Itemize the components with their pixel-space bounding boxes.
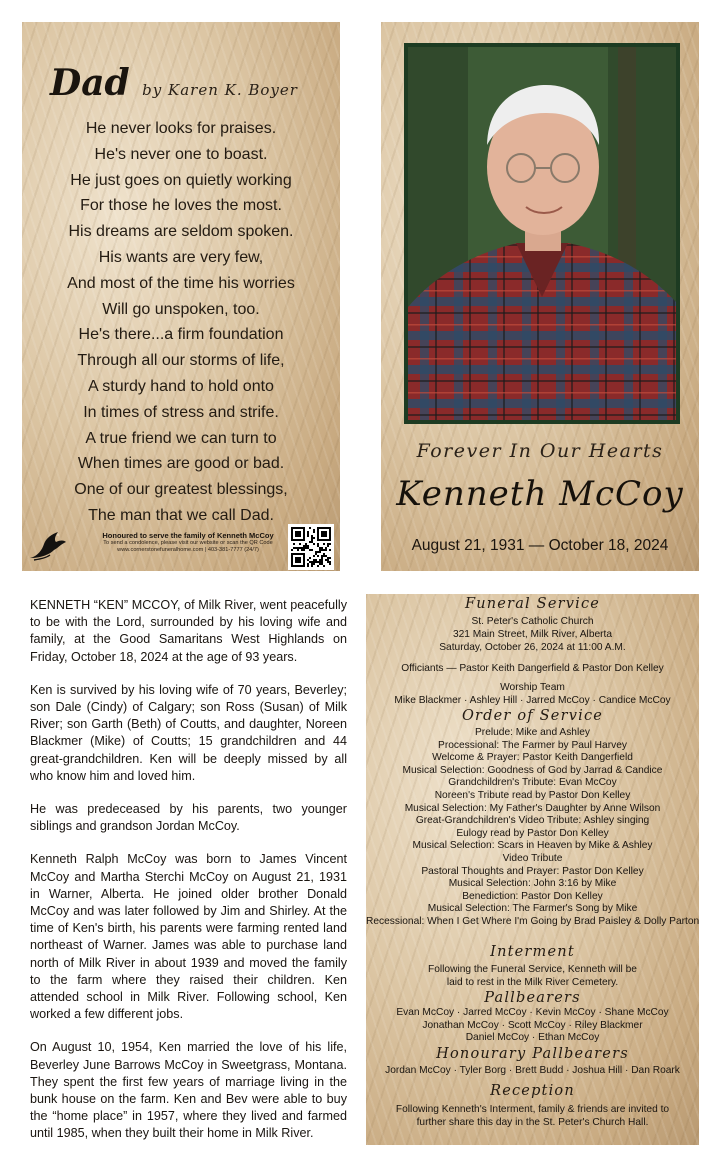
poem-heading (50, 62, 330, 104)
poem-line: His dreams are seldom spoken. (68, 223, 294, 241)
obituary-paragraph: KENNETH “KEN” MCCOY, of Milk River, went peacefully to be with the Lord, surrounded by his loving wife and family, at the Good Samaritans West Highlands on Friday, October 18, 2024 at the age of 93 years. (30, 598, 347, 664)
poem-line: A sturdy hand to hold onto (88, 377, 274, 395)
funeral-service-heading: Funeral Service (464, 596, 601, 612)
worship-team: Mike Blackmer · Ashley Hill · Jarred McCoy · Candice McCoy (394, 695, 671, 706)
service-datetime: Saturday, October 26, 2024 at 11:00 A.M. (439, 642, 626, 653)
reception-line: further share this day in the St. Peter's Church Hall. (416, 1116, 649, 1128)
poem-line: His wants are very few, (98, 248, 264, 266)
obituary-paragraph: He was predeceased by his parents, two younger siblings and grandson Jordan McCoy. (30, 802, 347, 834)
order-item: Recessional: When I Get Where I'm Going by Brad Paisley & Dolly Parton (366, 915, 699, 927)
church-name: St. Peter's Catholic Church (471, 616, 594, 627)
poem-line: He's never one to boast. (94, 145, 268, 163)
memorial-card (381, 22, 699, 571)
order-item: Video Tribute (502, 852, 563, 864)
poem-line: He just goes on quietly working (70, 171, 292, 189)
pallbearers-line: Jonathan McCoy · Scott McCoy · Riley Blackmer (422, 1019, 643, 1031)
poem-title: Dad (50, 62, 130, 104)
interment-text (366, 964, 699, 989)
pallbearers-line: Daniel McCoy · Ethan McCoy (465, 1032, 600, 1044)
interment-line: Following the Funeral Service, Kenneth will be (428, 964, 637, 975)
poem-line: For those he loves the most. (80, 197, 282, 215)
interment-line: laid to rest in the Milk River Cemetery. (446, 976, 619, 988)
order-of-service (366, 727, 699, 929)
poem-line: Will go unspoken, too. (102, 300, 260, 318)
order-item: Noreen's Tribute read by Pastor Don Kelley (434, 789, 631, 801)
poem-line: One of our greatest blessings, (74, 481, 288, 499)
poem-line: In times of stress and strife. (83, 403, 279, 421)
poem-author: by Karen K. Boyer (142, 81, 298, 99)
order-item: Welcome & Prayer: Pastor Keith Dangerfield (432, 752, 633, 764)
reception-text (366, 1104, 699, 1129)
poem-line: He never looks for praises. (85, 120, 277, 137)
poem-line: The man that we call Dad. (88, 506, 274, 524)
order-item: Musical Selection: The Farmer's Song by Mike (427, 903, 638, 915)
order-item: Pastoral Thoughts and Prayer: Pastor Don Kelley (421, 865, 644, 877)
condolence-line: To send a condolence, please visit our website or scan the QR Code (103, 540, 273, 547)
honorary-pallbearers-heading: Honourary Pallbearers (436, 1046, 629, 1062)
dove-icon (28, 528, 68, 564)
order-item: Musical Selection: My Father's Daughter by Anne Wilson (404, 802, 661, 814)
worship-team-heading: Worship Team (500, 682, 565, 693)
poem-line: A true friend we can turn to (85, 429, 277, 447)
pallbearers-list (366, 1007, 699, 1045)
poem-line: When times are good or bad. (77, 455, 285, 473)
photo-frame (404, 43, 680, 424)
deceased-name: Kenneth McCoy (396, 474, 684, 514)
honour-line: Honoured to serve the family of Kenneth McCoy (102, 531, 274, 540)
qr-code-icon[interactable] (288, 524, 334, 570)
order-item: Musical Selection: John 3:16 by Mike (448, 878, 617, 890)
honour-text (70, 531, 306, 554)
order-item: Eulogy read by Pastor Don Kelley (456, 827, 609, 839)
funeral-home-footer (22, 522, 340, 571)
order-item: Benediction: Pastor Don Kelley (462, 890, 603, 902)
poem-lines (22, 116, 340, 529)
pallbearers-heading: Pallbearers (484, 990, 581, 1006)
obituary-paragraph: Kenneth Ralph McCoy was born to James Vincent McCoy and Martha Sterchi McCoy on August 21, 1931 in Warner, Alberta. He joined older brother Donald McCoy and was later followed by Jim and Shirley. At the time of Ken's birth, his parents were farming rented land northeast of Warner. James was able to purchase land north of Milk River in about 1939 and moved the family to the farm where they raised their children. Ken attended school in Milk River. Following school, Ken worked a few different jobs. (30, 852, 347, 1022)
pallbearers-line: Evan McCoy · Jarred McCoy · Kevin McCoy · Shane McCoy (396, 1007, 669, 1018)
poem-line: Through all our storms of life, (77, 352, 285, 370)
order-item: Grandchildren's Tribute: Evan McCoy (448, 777, 617, 789)
poem-card (22, 22, 340, 571)
contact-line[interactable]: www.cornerstonefuneralhome.com | 403-381-7777 (24/7) (117, 547, 259, 554)
honorary-pallbearers: Jordan McCoy · Tyler Borg · Brett Budd · Joshua Hill · Dan Roark (385, 1065, 680, 1076)
obituary-column (22, 594, 355, 1145)
order-item: Prelude: Mike and Ashley (475, 727, 590, 738)
memorial-tagline: Forever In Our Hearts (416, 440, 664, 462)
reception-heading: Reception (490, 1083, 575, 1099)
portrait-photo (408, 47, 676, 420)
order-item: Musical Selection: Goodness of God by Jarrad & Candice (402, 764, 663, 776)
obituary-paragraph: Ken is survived by his loving wife of 70 years, Beverley; son Dale (Cindy) of Calgary; son Ross (Susan) of Milk River; son Garth (Beth) of Coutts, and daughter, Noreen Blackmer (Mike) of Coutts; 15 grandchildren and 44 great-grandchildren. Ken will be deeply missed by all who know him and loved him. (30, 682, 347, 783)
obituary-text (22, 597, 355, 1143)
order-of-service-heading: Order of Service (461, 708, 604, 724)
poem-line: And most of the time his worries (67, 274, 295, 292)
church-address: 321 Main Street, Milk River, Alberta (452, 629, 613, 640)
interment-heading: Interment (490, 944, 575, 960)
order-item: Processional: The Farmer by Paul Harvey (438, 739, 627, 751)
order-item: Musical Selection: Scars in Heaven by Mike & Ashley (412, 840, 653, 852)
officiants: Officiants — Pastor Keith Dangerfield & Pastor Don Kelley (401, 663, 664, 674)
reception-line: Following Kenneth's Interment, family & friends are invited to (395, 1104, 670, 1115)
obituary-paragraph: On August 10, 1954, Ken married the love of his life, Beverley June Barrows McCoy in Sweetgrass, Montana. They spent the first few years of marriage living in the bunk house on the farm. Ken and Bev were able to buy the “home place” in 1957, where they lived and farmed until 1985, when they built their home in Milk River. (30, 1040, 347, 1141)
order-item: Great-Grandchildren's Video Tribute: Ashley singing (415, 815, 650, 827)
life-dates: August 21, 1931 — October 18, 2024 (411, 537, 669, 554)
poem-line: He's there...a firm foundation (78, 326, 284, 344)
service-program (366, 594, 699, 1145)
